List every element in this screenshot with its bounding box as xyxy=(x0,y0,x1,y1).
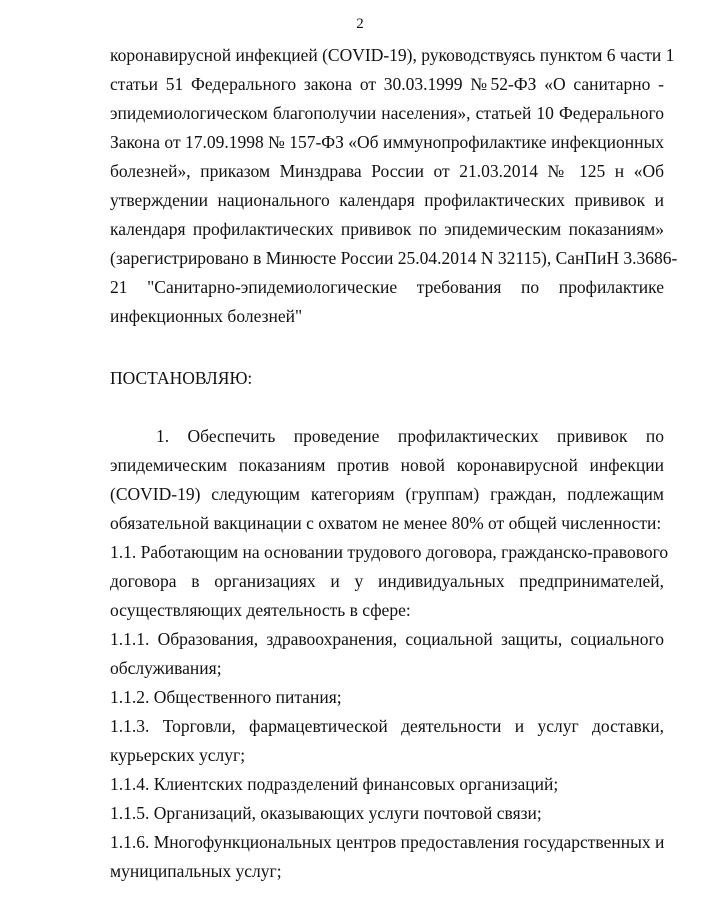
clause-1-1-line: осуществляющих деятельность в сфере: xyxy=(110,600,411,620)
preamble-line: статьи 51 Федерального закона от 30.03.1999 №52-ФЗ «О санитарно - xyxy=(110,74,664,94)
preamble-line: болезней», приказом Минздрава России от 21.03.2014 № 125 н «Об xyxy=(110,161,664,181)
clause-1-1-line: 1.1. Работающим на основании трудового договора, гражданско-правового xyxy=(110,542,669,562)
subclause-line: 1.1.4. Клиентских подразделений финансовых организаций; xyxy=(110,774,559,794)
clause-1-line: обязательной вакцинации с охватом не менее 80% от общей численности: xyxy=(110,513,662,533)
clause-1-line: эпидемическим показаниям против новой коронавирусной инфекции xyxy=(110,455,664,475)
subclause-line: обслуживания; xyxy=(110,658,222,678)
preamble-line: календаря профилактических прививок по эпидемическим показаниям» xyxy=(110,219,664,239)
subclause-line: 1.1.2. Общественного питания; xyxy=(110,687,342,707)
subclause-line: 1.1.1. Образования, здравоохранения, социальной защиты, социального xyxy=(110,629,664,649)
preamble-line: эпидемиологическом благополучии населения», статьей 10 Федерального xyxy=(110,103,664,123)
clause-1-line: (COVID-19) следующим категориям (группам) граждан, подлежащим xyxy=(110,484,664,504)
subclause-line: 1.1.3. Торговли, фармацевтической деятельности и услуг доставки, xyxy=(110,716,664,736)
preamble-line: Закона от 17.09.1998 № 157-ФЗ «Об иммунопрофилактике инфекционных xyxy=(110,132,664,152)
subclause-line: 1.1.6. Многофункциональных центров предоставления государственных и xyxy=(110,832,665,852)
preamble-line: 21 "Санитарно-эпидемиологические требования по профилактике xyxy=(110,277,664,297)
subclause-line: муниципальных услуг; xyxy=(110,861,282,881)
subclause-line: 1.1.5. Организаций, оказывающих услуги почтовой связи; xyxy=(110,803,542,823)
subclause-line: курьерских услуг; xyxy=(110,745,246,765)
clause-1-1-line: договора в организациях и у индивидуальных предпринимателей, xyxy=(110,571,664,591)
clause-1-line: 1. Обеспечить проведение профилактических прививок по xyxy=(156,426,664,446)
page-number: 2 xyxy=(356,16,364,32)
preamble-line: утверждении национального календаря профилактических прививок и xyxy=(110,190,664,210)
preamble-line: (зарегистрировано в Минюсте России 25.04.2014 N 32115), СанПиН 3.3686- xyxy=(110,248,678,268)
resolve-heading: ПОСТАНОВЛЯЮ: xyxy=(110,368,253,388)
preamble-line: коронавирусной инфекцией (COVID-19), руководствуясь пунктом 6 части 1 xyxy=(110,45,675,65)
preamble-line: инфекционных болезней" xyxy=(110,306,303,326)
